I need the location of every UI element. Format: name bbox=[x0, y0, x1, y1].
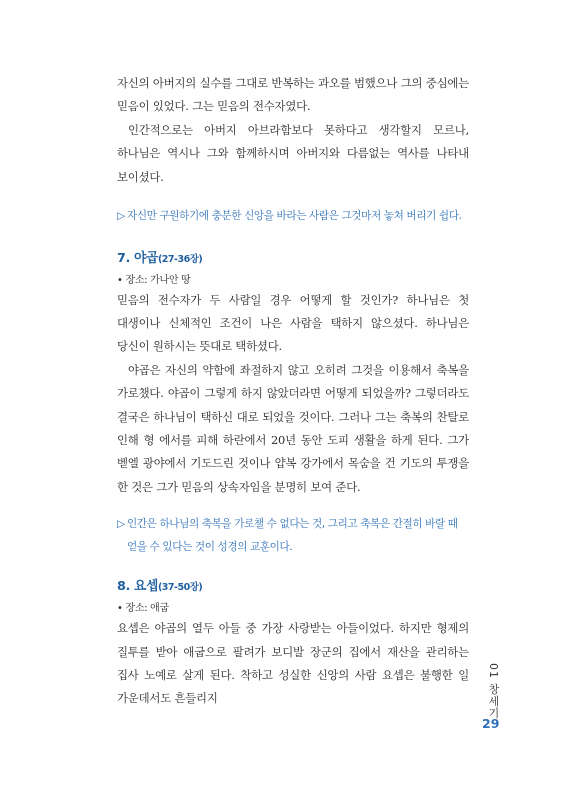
triangle-bullet-icon: ▷ bbox=[117, 210, 125, 223]
section-title-text: 8. 요셉 bbox=[117, 579, 158, 595]
note-text: 인간은 하나님의 축복을 가로챌 수 없다는 것, 그리고 축복은 간절히 바랄 때 얻을 수 있다는 것이 성경의 교훈이다. bbox=[127, 518, 458, 553]
chapter-side-label: 01 창세기 bbox=[487, 663, 500, 720]
paragraph: 요셉은 야곱의 열두 아들 중 가장 사랑받는 아들이었다. 하지만 형제의 질투를 받아 애굽으로 팔려가 보디발 장군의 집에서 재산을 관리하는 집사 노예로 살게 된다. 착하고 성실한 신앙의 사람 요셉은 불행한 일 가운데서도 흔들리지 bbox=[117, 621, 469, 706]
page-number: 29 bbox=[482, 716, 500, 731]
note-text: 자신만 구원하기에 충분한 신앙을 바라는 사람은 그것마저 놓쳐 버리기 쉽다. bbox=[127, 210, 462, 223]
section-range: (27-36장) bbox=[157, 253, 203, 265]
section-range: (37-50장) bbox=[157, 582, 203, 594]
paragraph: 야곱은 자신의 약함에 좌절하지 않고 오히려 그것을 이용해서 축복을 가로챘다. 야곱이 그렇게 하지 않았더라면 어떻게 되었을까? 그렇더라도 결국은 하나님이 택하신 대로 되었을 것이다. 그러나 그는 축복의 찬탈로 인해 형 에서를 피해 하란에서 20년 동안 도피 생활을 하게 된다. 그가 벧엘 광야에서 기도드린 것이나 얍복 강가에서 목숨을 건 기도의 투쟁을 한 것은 그가 믿음의 상속자임을 분명히 보여 준다. bbox=[117, 362, 469, 494]
paragraph: 믿음의 전수자가 두 사람일 경우 어떻게 할 것인가? 하나님은 첫 대생이나 신체적인 조건이 나은 사람을 택하지 않으셨다. 하나님은 당신이 원하시는 뜻대로 택하셨다. bbox=[117, 292, 469, 354]
section-title-jacob bbox=[117, 247, 469, 266]
triangle-bullet-icon: ▷ bbox=[117, 518, 125, 531]
section-title-joseph bbox=[117, 575, 469, 594]
section-place: • 장소: 가나안 땅 bbox=[117, 274, 191, 286]
page-content bbox=[117, 72, 469, 711]
paragraph: 자신의 아버지의 실수를 그대로 반복하는 과오를 범했으나 그의 중심에는 믿음이 있었다. 그는 믿음의 전수자였다. bbox=[117, 76, 469, 114]
section-place: • 장소: 애굽 bbox=[117, 603, 169, 615]
paragraph: 인간적으로는 아버지 아브라함보다 못하다고 생각할지 모르나, 하나님은 역시나 그와 함께하시며 아버지와 다름없는 역사를 나타내 보이셨다. bbox=[117, 122, 469, 184]
section-title-text: 7. 야곱 bbox=[117, 250, 158, 266]
note-callout bbox=[117, 205, 469, 228]
note-callout bbox=[117, 513, 469, 558]
